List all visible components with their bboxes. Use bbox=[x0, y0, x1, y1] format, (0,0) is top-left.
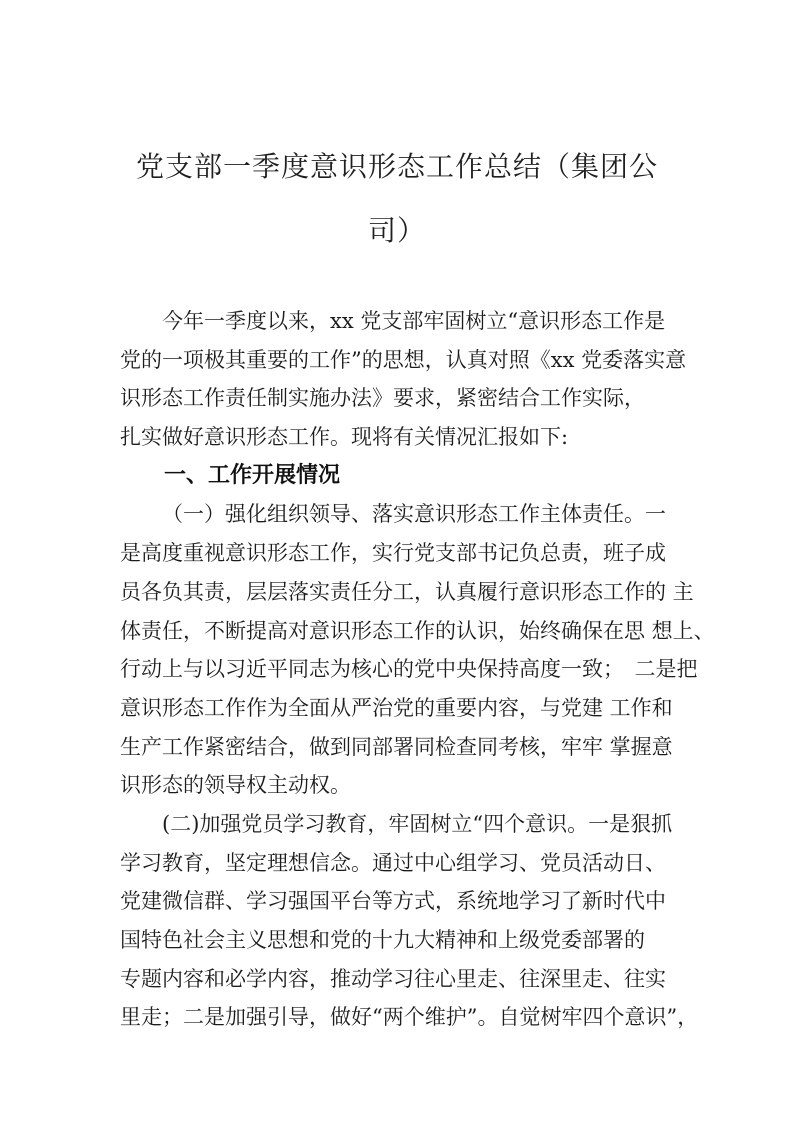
body-line: 学习教育，坚定理想信念。通过中心组学习、党员活动日、 bbox=[120, 850, 666, 875]
body-line: 行动上与以习近平同志为核心的党中央保持高度一致； 二是把 bbox=[120, 657, 698, 682]
section-1-heading bbox=[120, 457, 680, 496]
body-line: 是高度重视意识形态工作，实行党支部书记负总责，班子成 bbox=[120, 541, 666, 566]
body-line: 员各负其责，层层落实责任分工，认真履行意识形态工作的 主 bbox=[120, 579, 694, 604]
body-line: 识形态工作责任制实施办法》要求，紧密结合工作实际， bbox=[120, 386, 645, 411]
title-line: 党支部一季度意识形态工作总结（集团公 bbox=[135, 150, 658, 183]
document-title bbox=[0, 135, 794, 263]
body-line: 里走；二是加强引导，做好“两个维护”。自觉树牢四个意识”， bbox=[120, 1005, 699, 1030]
heading-line: 一、工作开展情况 bbox=[164, 462, 341, 488]
item-2-paragraph bbox=[120, 805, 699, 1037]
body-line: 识形态的领导权主动权。 bbox=[120, 773, 351, 798]
body-line: 生产工作紧密结合，做到同部署同检查同考核，牢牢 掌握意 bbox=[120, 734, 673, 759]
title-line: 司） bbox=[367, 214, 426, 247]
body-line: 专题内容和必学内容，推动学习往心里走、往深里走、往实 bbox=[120, 966, 666, 991]
body-line: 党的一项极其重要的工作”的思想，认真对照《xx 党委落实意 bbox=[120, 347, 687, 372]
item-1-paragraph bbox=[120, 495, 715, 805]
body-line: 扎实做好意识形态工作。现将有关情况汇报如下: bbox=[120, 425, 569, 450]
intro-paragraph bbox=[120, 302, 687, 457]
body-line: 意识形态工作作为全面从严治党的重要内容，与党建 工作和 bbox=[120, 695, 673, 720]
body-line: (二)加强党员学习教育，牢固树立“四个意识。一是狠抓 bbox=[162, 811, 673, 836]
body-line: 国特色社会主义思想和党的十九大精神和上级党委部署的 bbox=[120, 928, 645, 952]
body-line: 党建微信群、学习强国平台等方式，系统地学习了新时代中 bbox=[120, 889, 666, 914]
body-line: 体责任，不断提高对意识形态工作的认识，始终确保在思 想上、 bbox=[120, 618, 715, 643]
body-line: （一）强化组织领导、落实意识形态工作主体责任。一 bbox=[162, 502, 666, 527]
document-body bbox=[120, 302, 715, 1037]
body-line: 今年一季度以来，xx 党支部牢固树立“意识形态工作是 bbox=[162, 309, 666, 333]
